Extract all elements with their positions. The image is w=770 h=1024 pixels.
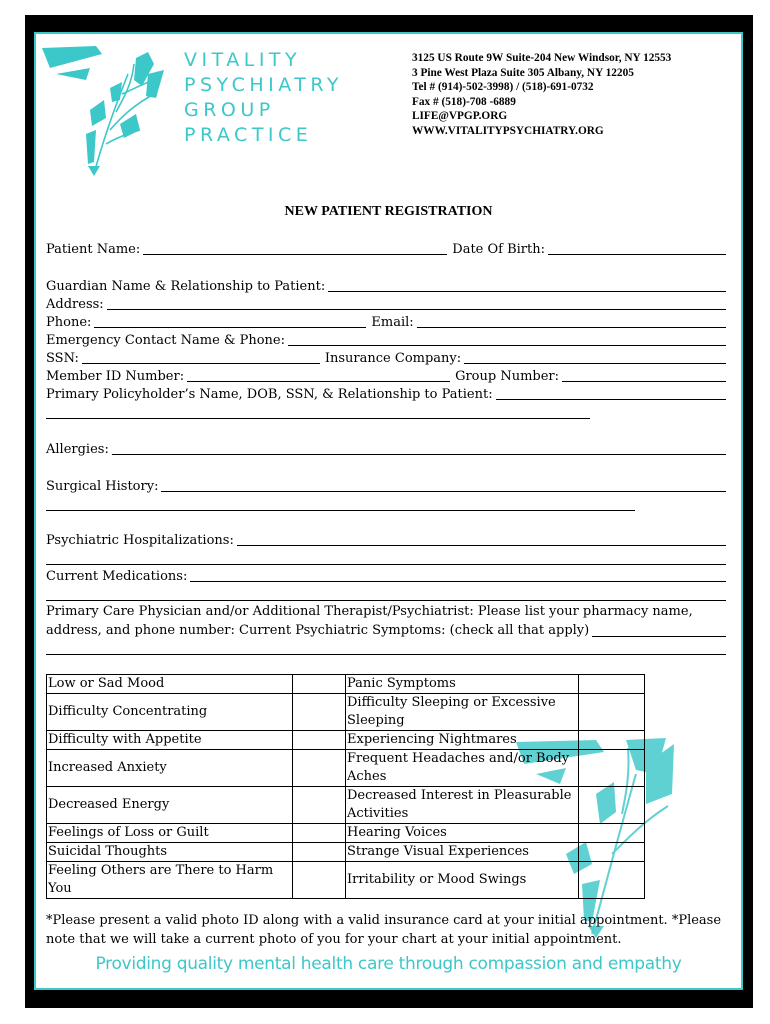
- hospitalizations-field[interactable]: [237, 531, 726, 546]
- medications-field[interactable]: [190, 567, 726, 582]
- address-field[interactable]: [107, 295, 726, 310]
- hospitalizations-field-cont[interactable]: [46, 564, 726, 565]
- symptom-label: Hearing Voices: [346, 824, 579, 843]
- symptom-row: [47, 843, 645, 862]
- symptom-label: Irritability or Mood Swings: [346, 862, 579, 899]
- symptom-checkbox[interactable]: [293, 750, 346, 787]
- symptom-label: Feeling Others are There to Harm You: [47, 862, 293, 899]
- row-allergies: [46, 440, 726, 458]
- group-number-label: Group Number:: [455, 369, 559, 384]
- row-policyholder: [46, 385, 726, 403]
- medications-field-cont[interactable]: [46, 600, 726, 601]
- policyholder-label: Primary Policyholder’s Name, DOB, SSN, & Relationship to Patient:: [46, 387, 493, 402]
- logo-line: VITALITY: [184, 49, 302, 71]
- guardian-field[interactable]: [328, 277, 726, 292]
- logo-line: PSYCHIATRY: [184, 74, 343, 96]
- tagline: Providing quality mental health care through compassion and empathy: [95, 954, 682, 974]
- row-hospitalizations: [46, 531, 726, 549]
- dob-field[interactable]: [548, 240, 726, 255]
- group-number-field[interactable]: [562, 367, 726, 382]
- pcp-field-cont[interactable]: [46, 654, 726, 655]
- symptom-row: [47, 675, 645, 694]
- symptom-checkbox[interactable]: [579, 824, 645, 843]
- allergies-field[interactable]: [112, 440, 726, 455]
- logo-line: PRACTICE: [184, 124, 313, 146]
- page-border: [25, 15, 753, 1008]
- telephone: Tel # (914)-502-3998) / (518)-691-0732: [412, 81, 594, 94]
- logo-wordmark: [184, 48, 343, 148]
- symptom-row: [47, 750, 645, 787]
- pcp-instructions: [46, 602, 730, 640]
- row-guardian: [46, 277, 726, 295]
- email-address: LIFE@VPGP.ORG: [412, 110, 508, 123]
- contact-block: [412, 51, 671, 139]
- symptom-row: [47, 824, 645, 843]
- symptom-label: Decreased Interest in Pleasurable Activities: [346, 787, 579, 824]
- symptoms-table: [46, 674, 645, 899]
- form-title: NEW PATIENT REGISTRATION: [284, 204, 493, 219]
- surgical-label: Surgical History:: [46, 479, 159, 494]
- symptom-label: Decreased Energy: [47, 787, 293, 824]
- symptom-checkbox[interactable]: [293, 787, 346, 824]
- insurance-field[interactable]: [464, 349, 726, 364]
- pcp-text-line1: Primary Care Physician and/or Additional Therapist/Psychiatrist: Please list your pharmacy name,: [46, 604, 693, 619]
- address-newwindsor: 3125 US Route 9W Suite-204 New Windsor, NY 12553: [412, 52, 672, 64]
- policyholder-field-cont[interactable]: [46, 418, 590, 419]
- vitality-logo-icon: [36, 34, 176, 184]
- patient-name-field[interactable]: [143, 240, 447, 255]
- address-label: Address:: [46, 297, 104, 312]
- address-albany: 3 Pine West Plaza Suite 305 Albany, NY 12205: [412, 66, 634, 79]
- symptom-row: [47, 787, 645, 824]
- symptom-label: Low or Sad Mood: [47, 675, 293, 694]
- surgical-field[interactable]: [161, 477, 726, 492]
- symptom-label: Difficulty Sleeping or Excessive Sleeping: [346, 694, 579, 731]
- symptom-label: Panic Symptoms: [346, 675, 579, 694]
- surgical-field-cont[interactable]: [46, 510, 635, 511]
- symptom-label: Increased Anxiety: [47, 750, 293, 787]
- symptom-checkbox[interactable]: [293, 694, 346, 731]
- row-emergency: [46, 331, 726, 349]
- pcp-text-line2: address, and phone number: Current Psychiatric Symptoms: (check all that apply): [46, 623, 590, 638]
- symptom-label: Strange Visual Experiences: [346, 843, 579, 862]
- symptom-label: Frequent Headaches and/or Body Aches: [346, 750, 579, 787]
- policyholder-field[interactable]: [496, 385, 726, 400]
- symptom-row: [47, 694, 645, 731]
- id-note: *Please present a valid photo ID along with a valid insurance card at your initial appointment. *Please note that we will take a current photo of you for your chart at your initial appointment.: [46, 913, 722, 947]
- row-phone: [46, 313, 726, 331]
- phone-field[interactable]: [94, 313, 366, 328]
- symptom-checkbox[interactable]: [579, 731, 645, 750]
- pcp-field[interactable]: [592, 622, 726, 637]
- email-field[interactable]: [417, 313, 726, 328]
- ssn-label: SSN:: [46, 351, 79, 366]
- symptom-label: Difficulty with Appetite: [47, 731, 293, 750]
- symptom-checkbox[interactable]: [579, 694, 645, 731]
- dob-label: Date Of Birth:: [452, 242, 545, 257]
- row-medications: [46, 567, 726, 585]
- patient-name-label: Patient Name:: [46, 242, 141, 257]
- allergies-label: Allergies:: [46, 442, 109, 457]
- symptom-checkbox[interactable]: [293, 731, 346, 750]
- member-id-field[interactable]: [187, 367, 450, 382]
- symptom-label: Feelings of Loss or Guilt: [47, 824, 293, 843]
- symptom-checkbox[interactable]: [579, 675, 645, 694]
- symptom-checkbox[interactable]: [293, 824, 346, 843]
- fax: Fax # (518)-708 -6889: [412, 95, 516, 108]
- row-surgical: [46, 477, 726, 495]
- symptom-checkbox[interactable]: [293, 862, 346, 899]
- symptom-checkbox[interactable]: [579, 750, 645, 787]
- phone-label: Phone:: [46, 315, 92, 330]
- emergency-field[interactable]: [288, 331, 726, 346]
- website: WWW.VITALITYPSYCHIATRY.ORG: [412, 124, 604, 137]
- symptom-checkbox[interactable]: [579, 843, 645, 862]
- symptom-checkbox[interactable]: [293, 675, 346, 694]
- symptom-row: [47, 731, 645, 750]
- email-label: Email:: [371, 315, 414, 330]
- symptom-label: Difficulty Concentrating: [47, 694, 293, 731]
- medications-label: Current Medications:: [46, 569, 188, 584]
- insurance-label: Insurance Company:: [324, 351, 462, 366]
- symptom-checkbox[interactable]: [579, 787, 645, 824]
- registration-form: [34, 32, 743, 990]
- member-id-label: Member ID Number:: [46, 369, 185, 384]
- row-ssn: [46, 349, 726, 367]
- emergency-label: Emergency Contact Name & Phone:: [46, 333, 286, 348]
- hospitalizations-label: Psychiatric Hospitalizations:: [46, 533, 234, 548]
- ssn-field[interactable]: [82, 349, 320, 364]
- symptom-label: Experiencing Nightmares: [346, 731, 579, 750]
- row-patient-name: [46, 240, 726, 258]
- guardian-label: Guardian Name & Relationship to Patient:: [46, 279, 326, 294]
- row-address: [46, 295, 726, 313]
- symptom-checkbox[interactable]: [293, 843, 346, 862]
- symptom-label: Suicidal Thoughts: [47, 843, 293, 862]
- symptom-checkbox[interactable]: [579, 862, 645, 899]
- logo-line: GROUP: [184, 99, 275, 121]
- row-member-id: [46, 367, 726, 385]
- symptom-row: [47, 862, 645, 899]
